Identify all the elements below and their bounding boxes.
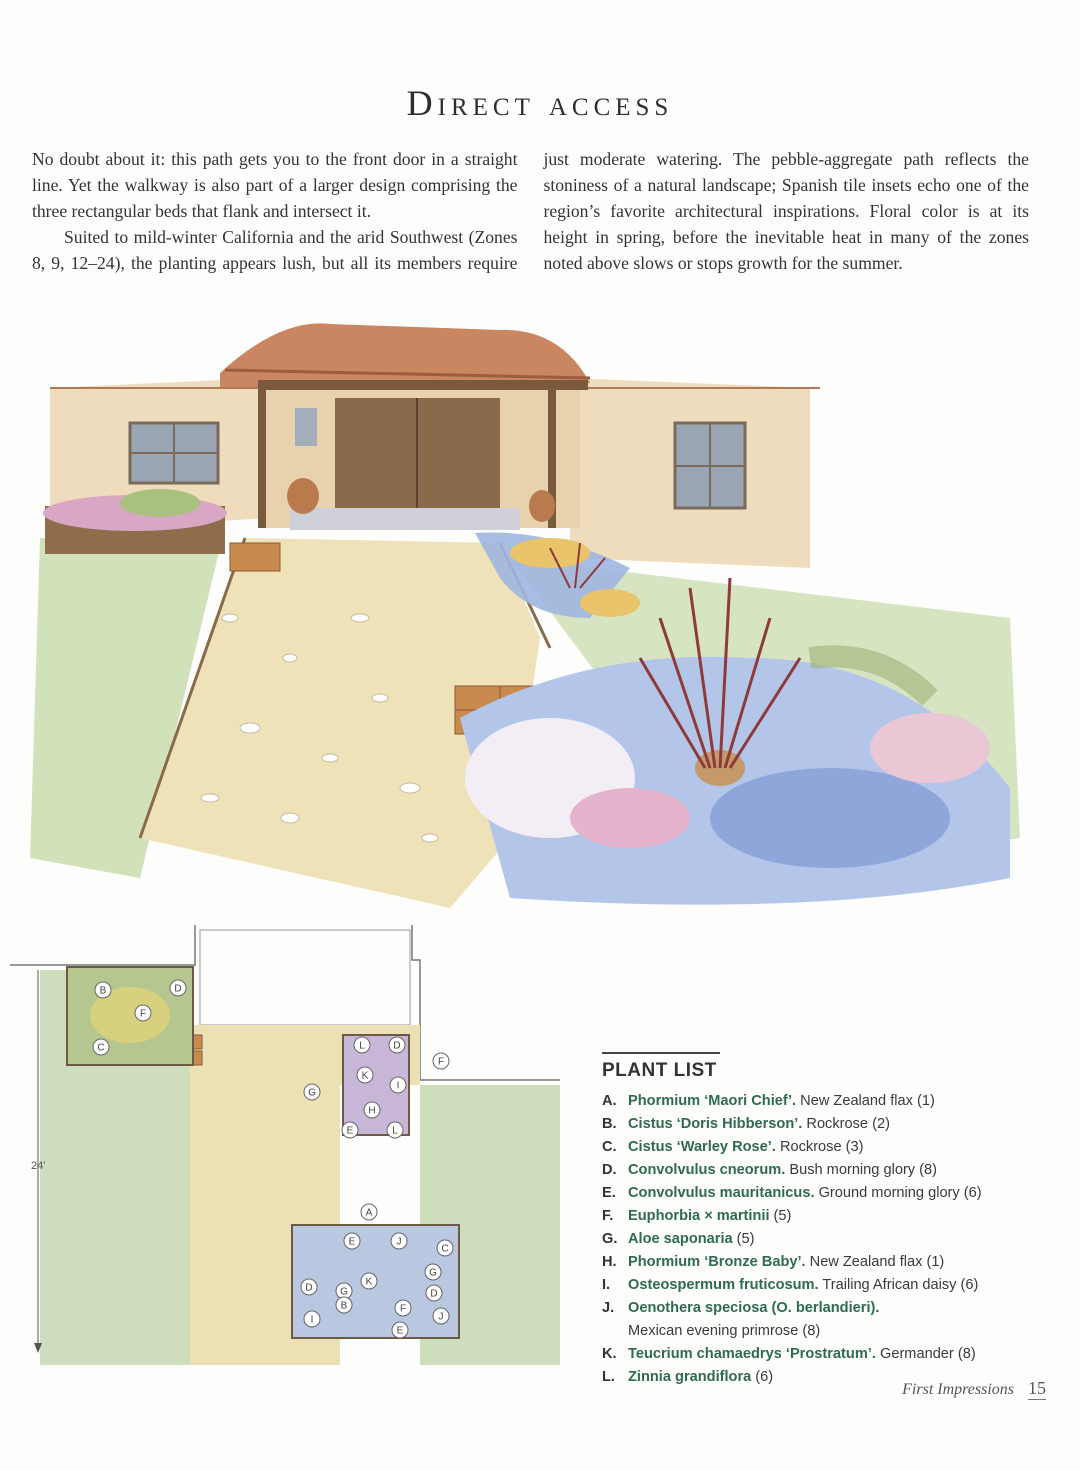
porch-step xyxy=(290,508,520,530)
plan-marker-label: C xyxy=(97,1042,105,1054)
plan-marker-label: C xyxy=(441,1243,449,1255)
plant-item xyxy=(602,1113,1062,1136)
plan-marker-g xyxy=(304,1084,320,1100)
plan-marker-e xyxy=(342,1122,358,1138)
plan-marker-label: J xyxy=(438,1311,444,1323)
plant-description: (5) xyxy=(732,1231,755,1247)
plant-name: Osteospermum fruticosum. xyxy=(628,1277,819,1293)
plant-item xyxy=(602,1090,1062,1113)
plan-marker-label: L xyxy=(359,1040,365,1052)
plan-marker-label: F xyxy=(139,1008,147,1020)
plan-marker-f xyxy=(433,1053,449,1069)
plant-letter: A. xyxy=(602,1093,617,1109)
plant-item xyxy=(602,1228,1062,1251)
plan-marker-e xyxy=(392,1322,408,1338)
garden-plan xyxy=(0,925,560,1365)
plant-name: Convolvulus mauritanicus. xyxy=(628,1185,815,1201)
plan-marker-label: A xyxy=(365,1207,373,1219)
plant-description: (5) xyxy=(769,1208,792,1224)
plant-description: Ground morning glory (6) xyxy=(814,1185,982,1201)
plant-item xyxy=(602,1343,1062,1366)
plan-marker-b xyxy=(95,982,111,998)
plan-marker-d xyxy=(426,1285,442,1301)
plan-marker-b xyxy=(336,1297,352,1313)
plan-marker-label: H xyxy=(368,1105,376,1117)
plan-marker-label: I xyxy=(396,1080,400,1092)
plant-description: (6) xyxy=(751,1369,774,1385)
porch-outline xyxy=(200,930,410,1025)
plant-name: Oenothera speciosa (O. berlandieri). xyxy=(628,1300,880,1316)
plan-marker-label: K xyxy=(361,1070,369,1082)
plan-marker-g xyxy=(425,1264,441,1280)
plant-item xyxy=(602,1159,1062,1182)
plant-list xyxy=(602,1052,1062,1389)
plan-marker-label: E xyxy=(346,1125,354,1137)
plant-name: Aloe saponaria xyxy=(628,1231,733,1247)
plant-description: Rockrose (3) xyxy=(775,1139,864,1155)
plant-common-name: Mexican evening primrose (8) xyxy=(628,1323,821,1339)
plant-letter: D. xyxy=(602,1162,617,1178)
paragraph-2: Suited to mild-winter California and the arid Southwest (Zones 8, 9, 12–24), the planting appears lush, but all its members require just moderate watering. The pebble-aggregate path reflects the stoniness of a natural landscape; Spanish tile insets echo one of the region’s favorite architectural inspirations. Floral color is at its height in spring, before the inevitable heat in many of the zones noted above slows or stops growth for the summer. xyxy=(32,149,1029,273)
clay-pot-right xyxy=(529,490,555,522)
plant-items xyxy=(602,1090,1062,1389)
porch-post-left xyxy=(258,388,266,528)
plan-marker-label: G xyxy=(429,1267,437,1279)
plan-marker-label: B xyxy=(99,985,107,997)
heading-rule xyxy=(602,1052,720,1054)
plant-description: Germander (8) xyxy=(875,1346,976,1362)
plant-name: Euphorbia × martinii xyxy=(628,1208,770,1224)
plan-marker-i xyxy=(390,1077,406,1093)
plan-marker-f xyxy=(135,1005,151,1021)
plant-description: New Zealand flax (1) xyxy=(805,1254,945,1270)
plant-item xyxy=(602,1274,1062,1297)
plan-marker-label: D xyxy=(430,1288,438,1300)
plant-item xyxy=(602,1205,1062,1228)
plant-letter: E. xyxy=(602,1185,616,1201)
plant-letter: L. xyxy=(602,1369,615,1385)
plan-marker-label: I xyxy=(310,1314,314,1326)
plan-marker-h xyxy=(364,1102,380,1118)
page-title: Direct access xyxy=(406,83,674,123)
plan-marker-label: F xyxy=(399,1303,407,1315)
plan-marker-i xyxy=(304,1311,320,1327)
plant-description: Trailing African daisy (6) xyxy=(818,1277,979,1293)
plan-marker-d xyxy=(301,1279,317,1295)
plan-marker-e xyxy=(344,1233,360,1249)
porch-beam xyxy=(258,380,588,390)
paragraph-1: No doubt about it: this path gets you to the front door in a straight line. Yet the walkway is also part of a larger design comprising the three rectangular beds that flank and intersect it. xyxy=(32,149,518,221)
plant-letter: H. xyxy=(602,1254,617,1270)
plan-marker-label: D xyxy=(393,1040,401,1052)
plant-name: Phormium ‘Maori Chief’. xyxy=(628,1093,797,1109)
plan-marker-c xyxy=(437,1240,453,1256)
plant-description: New Zealand flax (1) xyxy=(796,1093,935,1109)
plan-marker-k xyxy=(361,1273,377,1289)
plan-marker-label: E xyxy=(396,1325,404,1337)
plan-marker-a xyxy=(361,1204,377,1220)
plant-letter: I. xyxy=(602,1277,611,1293)
clay-pot-left xyxy=(287,478,319,514)
section-title: First Impressions xyxy=(902,1381,1014,1398)
porch-window xyxy=(295,408,317,446)
plant-name: Convolvulus cneorum. xyxy=(628,1162,786,1178)
tile-inset-front xyxy=(230,543,280,571)
plan-marker-label: D xyxy=(305,1282,313,1294)
plant-letter: F. xyxy=(602,1208,614,1224)
plan-marker-label: G xyxy=(340,1286,348,1298)
plant-description: Rockrose (2) xyxy=(802,1116,890,1132)
plan-marker-l xyxy=(354,1037,370,1053)
house-illustration xyxy=(30,318,1030,918)
plant-item xyxy=(602,1182,1062,1205)
page-footer xyxy=(902,1378,1046,1399)
plant-item xyxy=(602,1136,1062,1159)
plan-marker-j xyxy=(433,1308,449,1324)
page-number: 15 xyxy=(1028,1378,1046,1398)
plant-letter: G. xyxy=(602,1231,618,1247)
plan-marker-label: E xyxy=(348,1236,356,1248)
plan-marker-label: L xyxy=(392,1125,398,1137)
plan-marker-label: F xyxy=(437,1056,445,1068)
plan-marker-k xyxy=(357,1067,373,1083)
plan-marker-d xyxy=(170,980,186,996)
plan-marker-label: J xyxy=(396,1236,402,1248)
roof xyxy=(220,323,590,388)
plan-marker-j xyxy=(391,1233,407,1249)
plan-marker-d xyxy=(389,1037,405,1053)
plant-letter: K. xyxy=(602,1346,617,1362)
plant-name: Teucrium chamaedrys ‘Prostratum’. xyxy=(628,1346,876,1362)
plant-name: Phormium ‘Bronze Baby’. xyxy=(628,1254,806,1270)
body-text xyxy=(32,146,1029,278)
plan-marker-label: B xyxy=(340,1300,348,1312)
plant-name: Zinnia grandiflora xyxy=(628,1369,752,1385)
plant-letter: C. xyxy=(602,1139,617,1155)
plan-marker-f xyxy=(395,1300,411,1316)
plant-item xyxy=(602,1297,1062,1343)
plan-marker-c xyxy=(93,1039,109,1055)
plan-marker-l xyxy=(387,1122,403,1138)
plant-name: Cistus ‘Warley Rose’. xyxy=(628,1139,776,1155)
plant-letter: J. xyxy=(602,1300,615,1316)
plant-description: Bush morning glory (8) xyxy=(785,1162,937,1178)
plant-name: Cistus ‘Doris Hibberson’. xyxy=(628,1116,803,1132)
plant-list-heading: PLANT LIST xyxy=(602,1060,717,1081)
plan-marker-label: K xyxy=(365,1276,373,1288)
dimension-label: 24' xyxy=(31,1160,46,1172)
plan-marker-label: D xyxy=(174,983,182,995)
plant-item xyxy=(602,1251,1062,1274)
plant-letter: B. xyxy=(602,1116,617,1132)
plan-marker-label: G xyxy=(308,1087,316,1099)
